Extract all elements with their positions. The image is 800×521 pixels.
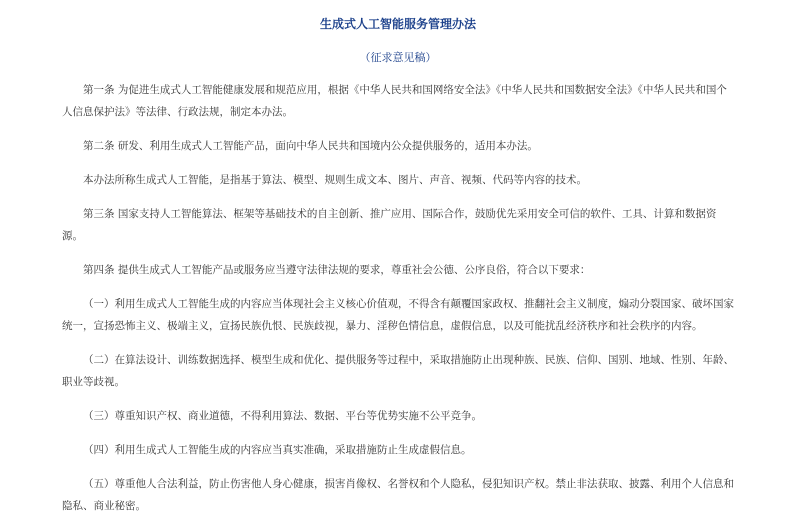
article-1-paragraph [62,79,734,123]
clause-1-paragraph [62,293,734,337]
paragraph-text: （二）在算法设计、训练数据选择、模型生成和优化、提供服务等过程中，采取措施防止出现种族、民族、信仰、国别、地域、性别、年龄、职业等歧视。 [62,354,734,388]
clause-5-paragraph [62,473,734,517]
definition-paragraph [62,169,734,191]
paragraph-text: （三）尊重知识产权、商业道德，不得利用算法、数据、平台等优势实施不公平竞争。 [83,410,482,422]
clause-2-paragraph [62,349,734,393]
paragraph-text: （四）利用生成式人工智能生成的内容应当真实准确，采取措施防止生成虚假信息。 [83,444,472,456]
article-label: 第三条 [83,208,115,220]
clause-3-paragraph [62,405,734,427]
article-label: 第二条 [83,140,115,152]
paragraph-text: 提供生成式人工智能产品或服务应当遵守法律法规的要求，尊重社会公德、公序良俗，符合以下要求： [114,264,591,276]
paragraph-text: 国家支持人工智能算法、框架等基础技术的自主创新、推广应用、国际合作，鼓励优先采用安全可信的软件、工具、计算和数据资源。 [62,208,717,242]
paragraph-text: （一）利用生成式人工智能生成的内容应当体现社会主义核心价值观，不得含有颠覆国家政权、推翻社会主义制度，煽动分裂国家、破坏国家统一，宣扬恐怖主义、极端主义，宣扬民族仇恨、民族歧视，暴力、淫秽色情信息，虚假信息，以及可能扰乱经济秩序和社会秩序的内容。 [62,298,734,332]
article-3-paragraph [62,203,734,247]
document-title: 生成式人工智能服务管理办法 [319,17,476,31]
document-subtitle: （征求意见稿） [359,51,437,64]
paragraph-text: （五）尊重他人合法利益，防止伤害他人身心健康，损害肖像权、名誉权和个人隐私，侵犯知识产权。禁止非法获取、披露、利用个人信息和隐私、商业秘密。 [62,478,734,512]
article-label: 第四条 [83,264,115,276]
article-4-paragraph [62,259,734,281]
clause-4-paragraph [62,439,734,461]
paragraph-text: 为促进生成式人工智能健康发展和规范应用，根据《中华人民共和国网络安全法》《中华人民共和国数据安全法》《中华人民共和国个人信息保护法》等法律、行政法规，制定本办法。 [62,84,727,118]
paragraph-text: 研发、利用生成式人工智能产品，面向中华人民共和国境内公众提供服务的，适用本办法。 [114,140,538,152]
paragraph-text: 本办法所称生成式人工智能，是指基于算法、模型、规则生成文本、图片、声音、视频、代码等内容的技术。 [83,174,587,186]
article-label: 第一条 [83,84,115,96]
article-2-paragraph [62,135,734,157]
